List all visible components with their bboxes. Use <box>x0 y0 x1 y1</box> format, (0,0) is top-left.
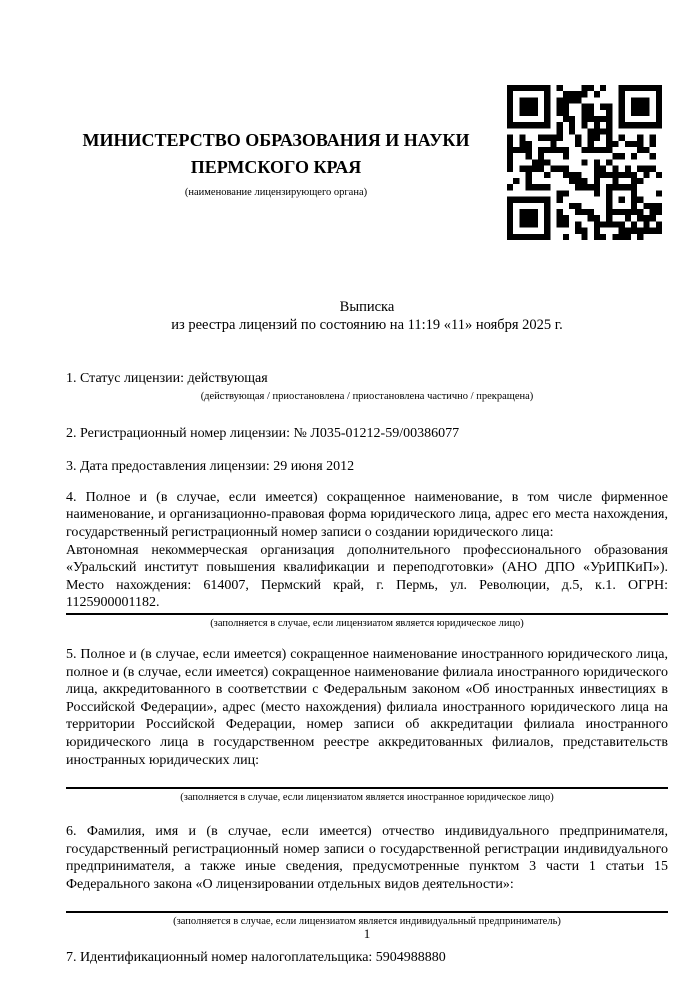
page-number: 1 <box>363 926 371 941</box>
document-body <box>66 298 668 967</box>
licensing-authority-header <box>66 127 486 199</box>
taxpayer-number-line: 7. Идентификационный номер налогоплательщика: 5904988880 <box>66 950 446 966</box>
document-title-line1: Выписка <box>339 299 395 315</box>
qr-code-icon <box>507 85 662 240</box>
document-title <box>66 298 668 334</box>
licensing-authority-caption: (наименование лицензирующего органа) <box>184 187 368 198</box>
ministry-name-line1: МИНИСТЕРСТВО ОБРАЗОВАНИЯ И НАУКИ <box>82 130 470 150</box>
individual-entrepreneur-caption: (заполняется в случае, если лицензиатом является индивидуальный предприниматель) <box>173 916 561 928</box>
ministry-name-line2: ПЕРМСКОГО КРАЯ <box>190 157 362 177</box>
document-title-line2: из реестра лицензий по состоянию на 11:19 «11» ноября 2025 г. <box>171 317 563 333</box>
foreign-entity-label: 5. Полное и (в случае, если имеется) сокращенное наименование иностранного юридического лица, полное и (в случае, если имеется) сокращенное наименование филиала иностранного юридического лица, аккредитованного в соответствии с Федеральным законом «Об иностранных инвестициях в Российской Федерации», адрес (место нахождения) филиала иностранного юридического лица на территории Российской Федерации, номер записи об аккредитации филиала иностранного юридического лица в государственном реестре аккредитованных филиалов, представительств иностранных юридических лиц: <box>66 646 668 768</box>
license-status-line: 1. Статус лицензии: действующая <box>66 371 268 386</box>
individual-entrepreneur-label: 6. Фамилия, имя и (в случае, если имеется) отчество индивидуального предпринимателя, государственный регистрационный номер записи о государственной регистрации индивидуального предпринимателя, а также иные сведения, предусмотренные пунктом 3 части 1 статьи 15 Федерального закона «О лицензировании отдельных видов деятельности»: <box>66 824 668 892</box>
foreign-entity-section <box>66 646 668 804</box>
license-status-options-caption: (действующая / приостановлена / приостановлена частично / прекращена) <box>200 390 534 402</box>
foreign-entity-caption: (заполняется в случае, если лицензиатом является иностранное юридическое лицо) <box>180 792 554 804</box>
grant-date-line: 3. Дата предоставления лицензии: 29 июня 2012 <box>66 459 355 475</box>
legal-entity-value: Автономная некоммерческая организация дополнительного профессионального образования «Уральский институт повышения квалификации и переподготовки» (АНО ДПО «УрИПКиП»). Место нахождения: 614007, Пермский край, г. Пермь, ул. Революции, д.5, к.1. ОГРН: 1125900001182. <box>66 542 668 611</box>
legal-entity-label: 4. Полное и (в случае, если имеется) сокращенное наименование, в том числе фирменное наименование, и организационно-правовая форма юридического лица, адрес его места нахождения, государственный регистрационный номер записи о создании юридического лица: <box>66 489 668 540</box>
legal-entity-section <box>66 489 668 630</box>
foreign-entity-underline <box>66 787 668 789</box>
individual-entrepreneur-underline <box>66 911 668 913</box>
registration-number-line: 2. Регистрационный номер лицензии: № Л035-01212-59/00386077 <box>66 425 460 441</box>
individual-entrepreneur-section <box>66 823 668 928</box>
legal-entity-caption: (заполняется в случае, если лицензиатом является юридическое лицо) <box>210 617 524 629</box>
legal-entity-underline <box>66 613 668 615</box>
